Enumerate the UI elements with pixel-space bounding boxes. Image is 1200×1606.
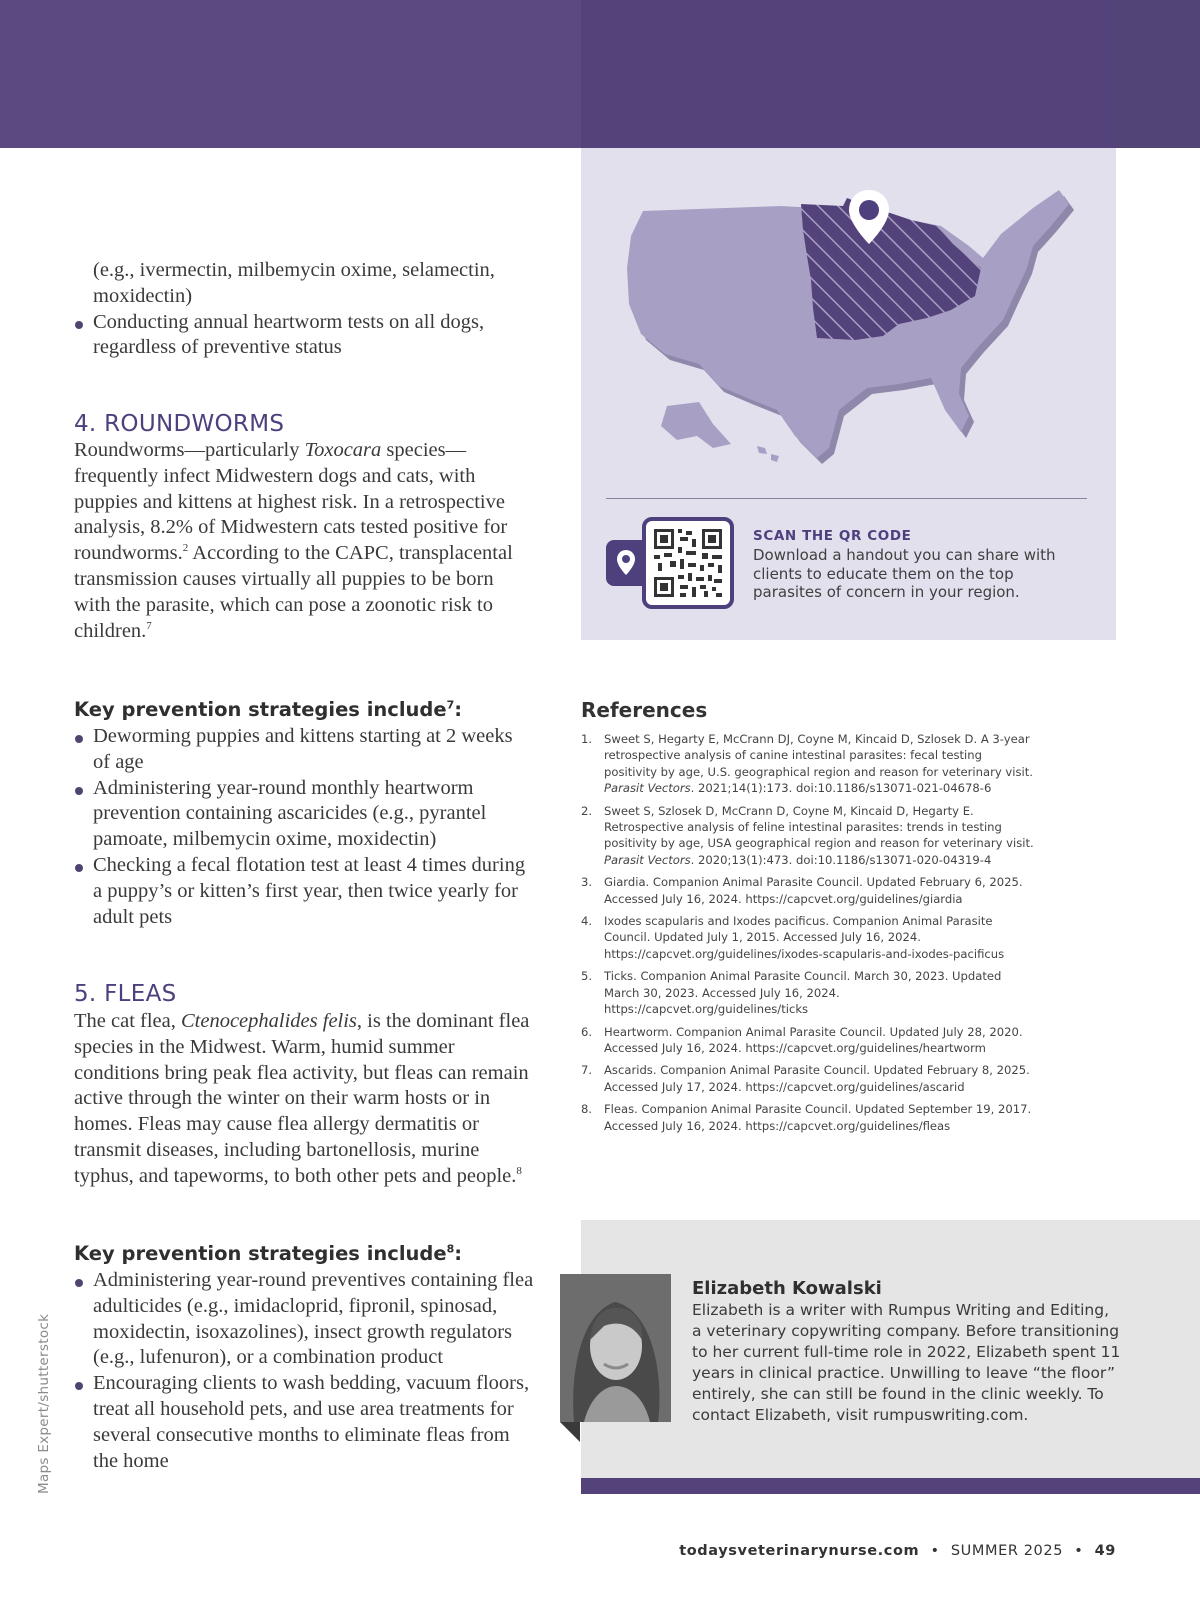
reference-number: 8. [581,1102,593,1117]
panel-divider [606,498,1087,499]
colon: : [454,698,463,721]
list-item: Checking a fecal flotation test at least 4 times during a puppy’s or kitten’s first year, then twice yearly for adult pets [74,853,529,930]
author-name: Elizabeth Kowalski [692,1278,882,1299]
citation: 7 [146,619,152,632]
reference-item [581,874,1036,907]
citation: 2 [182,542,189,555]
page-number: 49 [1094,1543,1116,1559]
photo-fold [560,1422,580,1442]
colon: : [454,1242,463,1265]
reference-number: 3. [581,875,593,890]
citation: 8 [516,1164,522,1177]
pin-tab [606,540,646,586]
author-photo [560,1274,671,1422]
alaska [661,402,731,448]
qr-code-frame[interactable] [642,517,734,609]
reference-number: 7. [581,1063,593,1078]
species-name: Toxocara [304,439,382,461]
reference-item [581,731,1036,797]
qr-title: SCAN THE QR CODE [753,528,912,544]
author-bio-bar [581,1478,1200,1494]
reference-number: 4. [581,914,593,929]
reference-journal: Parasit Vectors [604,781,691,796]
species-name: Ctenocephalides felis [180,1010,357,1032]
footer-separator: • [930,1543,940,1559]
us-map [581,148,1116,498]
bullet-continuation: (e.g., ivermectin, milbemycin oxime, selamectin, moxidectin) [93,259,495,307]
page-footer [679,1543,1116,1559]
qr-description: Download a handout you can share with clients to educate them on the top parasites of concern in your region. [753,546,1056,601]
reference-number: 2. [581,803,593,818]
fleas-heading: 5. FLEAS [74,981,177,1007]
footer-separator: • [1074,1543,1084,1559]
roundworms-paragraph [74,438,524,644]
reference-item [581,1101,1036,1134]
intro-list [74,310,524,362]
list-item: Conducting annual heartworm tests on all dogs, regardless of preventive status [74,310,524,362]
reference-number: 5. [581,969,593,984]
reference-text: Heartworm. Companion Animal Parasite Council. Updated July 28, 2020. Accessed July 16, 2024. https://capcvet.org/guidelines/heartworm [604,1024,1023,1055]
reference-text: Giardia. Companion Animal Parasite Council. Updated February 6, 2025. Accessed July 16, 2024. https://capcvet.org/guidelines/giardia [604,875,1023,906]
author-bio-text: Elizabeth is a writer with Rumpus Writing and Editing, a veterinary copywriting company. Before transitioning to her current full-time role in 2022, Elizabeth spent 11 years in clinical practice. Unwilling to leave “the floor” entirely, she can still be found in the clinic weekly. To contact Elizabeth, visit rumpuswriting.com. [692,1301,1121,1424]
reference-number: 6. [581,1024,593,1039]
roundworms-strategies [74,724,529,930]
citation: 7 [446,698,455,712]
references-heading: References [581,698,708,722]
text-span: , is the dominant flea species in the Midwest. Warm, humid summer conditions bring peak flea activity, but fleas can remain active through the winter on their warm hosts or in homes. Fleas may cause flea allergy dermatitis or transmit diseases, including bartonellosis, murine typhus, and tapeworms, to both other pets and people. [74,1010,530,1187]
hawaii [757,446,779,462]
reference-text: Sweet S, Szlosek D, McCrann D, Coyne M, Kincaid D, Hegarty E. Retrospective analysis of feline intestinal parasites: trends in testing positivity by age, USA geographical region and reason for veterinary visit. [604,803,1034,851]
photo-credit: Maps Expert/shutterstock [36,1313,52,1494]
qr-code-icon[interactable] [646,521,730,605]
text-span: Roundworms—particularly [74,439,305,461]
reference-number: 1. [581,732,593,746]
roundworms-heading: 4. ROUNDWORMS [74,411,285,437]
text-span: The cat flea, [74,1010,181,1032]
fleas-strategies [74,1268,534,1474]
list-item: Encouraging clients to wash bedding, vacuum floors, treat all household pets, and use area treatments for several consecutive months to eliminate fleas from the home [74,1371,534,1474]
key-heading-text: Key prevention strategies include [74,1242,447,1265]
footer-issue: SUMMER 2025 [950,1543,1064,1559]
reference-text: Ixodes scapularis and Ixodes pacificus. Companion Animal Parasite Council. Updated July 1, 2015. Accessed July 16, 2024. https://capcvet.org/guidelines/ixodes-scapularis-and-ixodes-pacificus [604,914,1005,961]
reference-text: Sweet S, Hegarty E, McCrann DJ, Coyne M, Kincaid D, Szlosek D. A 3-year retrospective analysis of canine intestinal parasites: fecal testing positivity by age, U.S. geographical region and reason for veterinary visit. [604,732,1033,779]
header-band-right [581,0,1116,148]
list-item: Administering year-round monthly heartworm prevention containing ascaricides (e.g., pyrantel pamoate, milbemycin oxime, moxidectin) [74,776,529,853]
roundworms-key-heading [74,697,462,723]
reference-journal: Parasit Vectors [604,852,691,867]
reference-item [581,1024,1036,1057]
intro-bullets [74,258,524,361]
citation: 8 [446,1242,455,1256]
reference-item [581,803,1036,869]
reference-text: . 2020;13(1):473. doi:10.1186/s13071-020-04319-4 [690,852,992,867]
header-band-end [1116,0,1200,148]
fleas-key-heading [74,1241,462,1267]
text-span: According to the CAPC, transplacental transmission causes virtually all puppies to be born with the parasite, which can pose a zoonotic risk to children. [74,542,513,642]
fleas-paragraph [74,1009,532,1190]
footer-site[interactable]: todaysveterinarynurse.com [679,1543,920,1559]
reference-item [581,913,1036,962]
author-portrait-icon [560,1274,671,1422]
references-list [581,731,1036,1140]
text-span: species—frequently infect Midwestern dogs and cats, with puppies and kittens at highest risk. In a retrospective analysis, 8.2% of Midwestern cats tested positive for roundworms. [74,439,508,565]
reference-text: Fleas. Companion Animal Parasite Council. Updated September 19, 2017. Accessed July 16, 2024. https://capcvet.org/guidelines/fleas [604,1102,1032,1133]
reference-text: Ascarids. Companion Animal Parasite Council. Updated February 8, 2025. Accessed July 17, 2024. https://capcvet.org/guidelines/ascarid [604,1063,1030,1094]
reference-item [581,1062,1036,1095]
reference-text: . 2021;14(1):173. doi:10.1186/s13071-021-04678-6 [690,781,992,796]
reference-item [581,968,1036,1017]
list-item: Deworming puppies and kittens starting at 2 weeks of age [74,724,529,776]
key-heading-text: Key prevention strategies include [74,698,447,721]
list-item: Administering year-round preventives containing flea adulticides (e.g., imidacloprid, fipronil, spinosad, moxidectin, isoxazolines), insect growth regulators (e.g., lufenuron), or a combination product [74,1268,534,1371]
map-pin-icon [606,540,646,586]
reference-text: Ticks. Companion Animal Parasite Council. March 30, 2023. Updated March 30, 2023. Accessed July 16, 2024. https://capcvet.org/guidelines/ticks [604,969,1002,1017]
